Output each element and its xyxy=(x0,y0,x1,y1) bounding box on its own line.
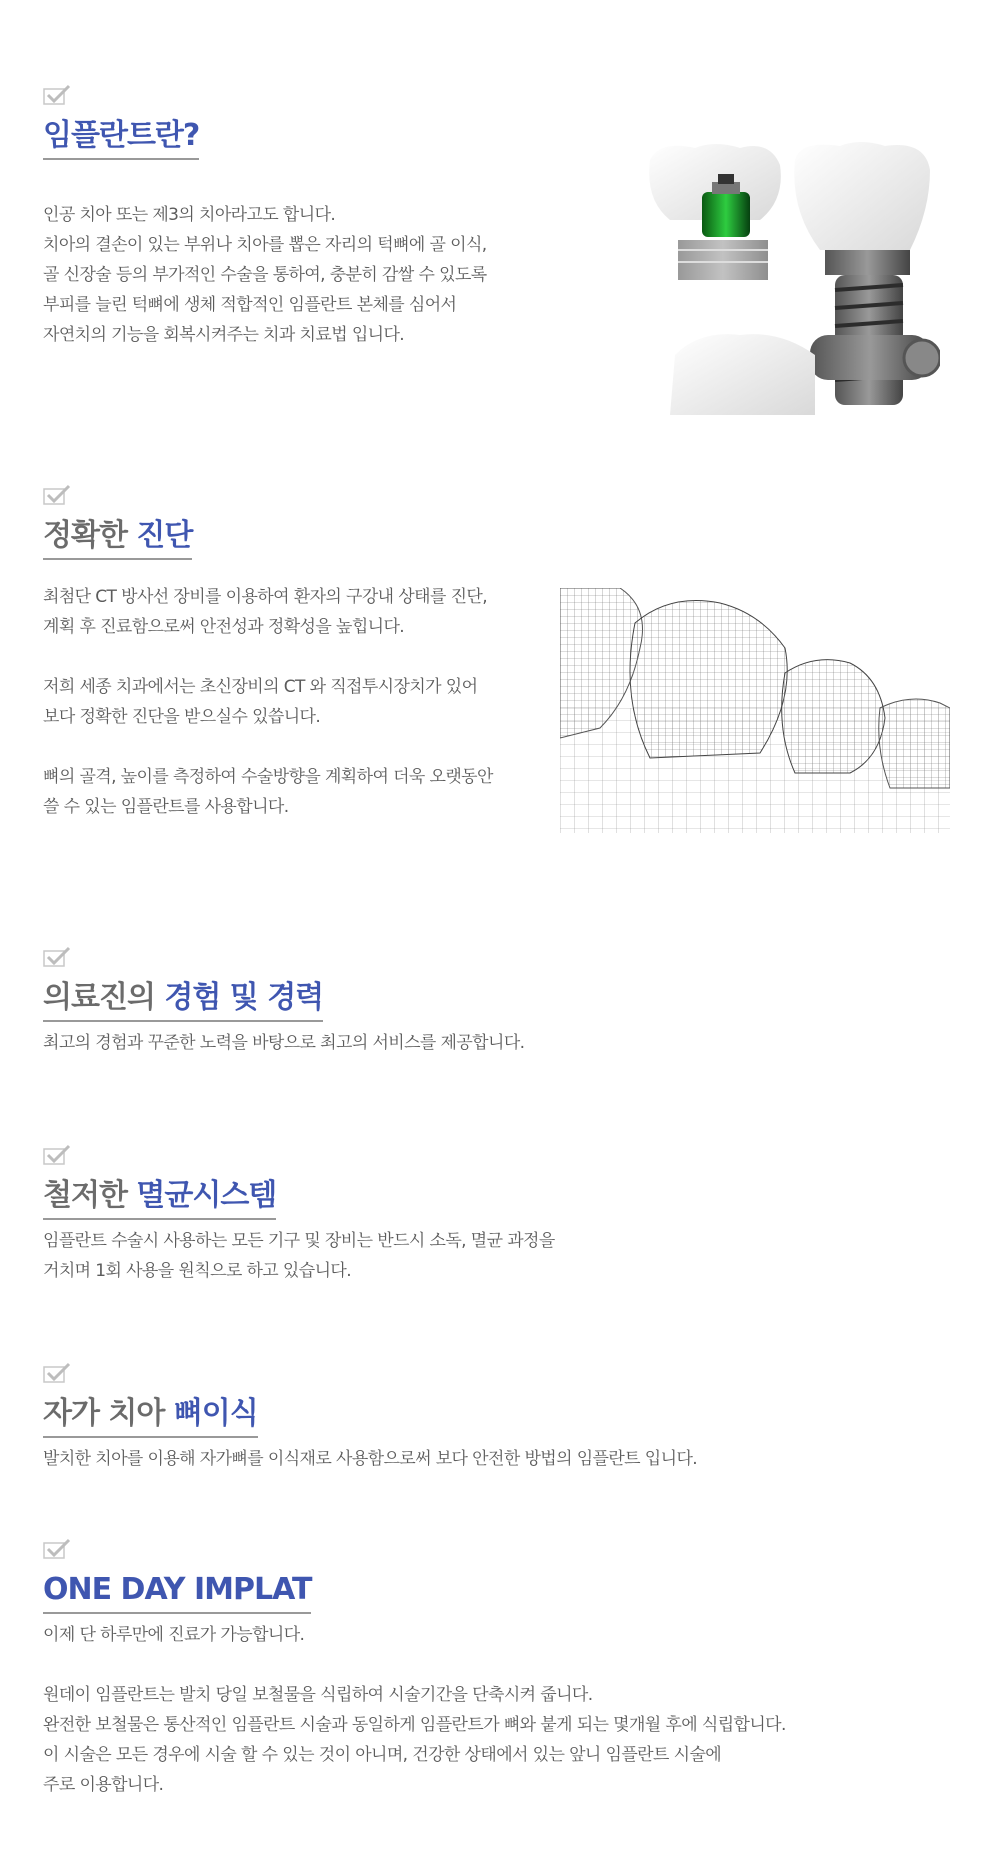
dental-implant-illustration xyxy=(640,140,940,415)
section-implant-definition xyxy=(43,84,487,350)
wireframe-teeth-illustration xyxy=(560,588,950,833)
section-title: ONE DAY IMPLAT xyxy=(43,1570,311,1614)
paragraph-line: 골 신장술 등의 부가적인 수술을 통하여, 충분히 감쌀 수 있도록 xyxy=(43,265,487,285)
paragraph-line: 저희 세종 치과에서는 초신장비의 CT 와 직접투시장치가 있어 xyxy=(43,677,478,697)
section-title: 정확한 진단 xyxy=(43,516,192,560)
section-title: 임플란트란? xyxy=(43,116,199,160)
paragraph-line: 치아의 결손이 있는 부위나 치아를 뽑은 자리의 턱뼈에 골 이식, xyxy=(43,235,487,255)
paragraph-line: 주로 이용합니다. xyxy=(43,1775,164,1795)
paragraph-line: 부피를 늘린 턱뼈에 생체 적합적인 임플란트 본체를 심어서 xyxy=(43,295,457,315)
paragraph-line: 계획 후 진료함으로써 안전성과 정확성을 높힙니다. xyxy=(43,617,405,637)
paragraph-line: 이 시술은 모든 경우에 시술 할 수 있는 것이 아니며, 건강한 상태에서 있는 앞니 임플란트 시술에 xyxy=(43,1745,722,1765)
check-box-icon xyxy=(43,1538,71,1560)
paragraph-line: 이제 단 하루만에 진료가 가능합니다. xyxy=(43,1625,305,1645)
check-box-icon xyxy=(43,1362,71,1384)
section-title: 의료진의 경험 및 경력 xyxy=(43,978,323,1022)
check-box-icon xyxy=(43,84,71,106)
paragraph-line: 뼈의 골격, 높이를 측정하여 수술방향을 계획하여 더욱 오랫동안 xyxy=(43,767,493,787)
section-title: 자가 치아 뼈이식 xyxy=(43,1394,258,1438)
paragraph-line: 완전한 보철물은 통산적인 임플란트 시술과 동일하게 임플란트가 뼈와 붙게 되는 몇개월 후에 식립합니다. xyxy=(43,1715,786,1735)
paragraph-line: 최고의 경험과 꾸준한 노력을 바탕으로 최고의 서비스를 제공합니다. xyxy=(43,1033,525,1053)
section-bone-graft xyxy=(43,1362,697,1474)
section-sterilization xyxy=(43,1144,555,1286)
section-one-day-implant xyxy=(43,1538,786,1800)
section-title: 철저한 멸균시스템 xyxy=(43,1176,276,1220)
paragraph-line: 보다 정확한 진단을 받으실수 있씁니다. xyxy=(43,707,321,727)
paragraph-line: 자연치의 기능을 회복시켜주는 치과 치료법 입니다. xyxy=(43,325,405,345)
paragraph-line: 발치한 치아를 이용해 자가뼈를 이식재로 사용함으로써 보다 안전한 방법의 임플란트 입니다. xyxy=(43,1449,698,1469)
paragraph-line: 최첨단 CT 방사선 장비를 이용하여 환자의 구강내 상태를 진단, xyxy=(43,587,488,607)
check-box-icon xyxy=(43,946,71,968)
check-box-icon xyxy=(43,1144,71,1166)
paragraph-line: 거치며 1회 사용을 원칙으로 하고 있습니다. xyxy=(43,1261,352,1281)
paragraph-line: 원데이 임플란트는 발치 당일 보철물을 식립하여 시술기간을 단축시켜 줍니다. xyxy=(43,1685,593,1705)
section-accurate-diagnosis xyxy=(43,484,493,822)
paragraph-line: 인공 치아 또는 제3의 치아라고도 합니다. xyxy=(43,205,336,225)
paragraph-line: 임플란트 수술시 사용하는 모든 기구 및 장비는 반드시 소독, 멸균 과정을 xyxy=(43,1231,555,1251)
section-experience xyxy=(43,946,524,1058)
paragraph-line: 쓸 수 있는 임플란트를 사용합니다. xyxy=(43,797,289,817)
check-box-icon xyxy=(43,484,71,506)
